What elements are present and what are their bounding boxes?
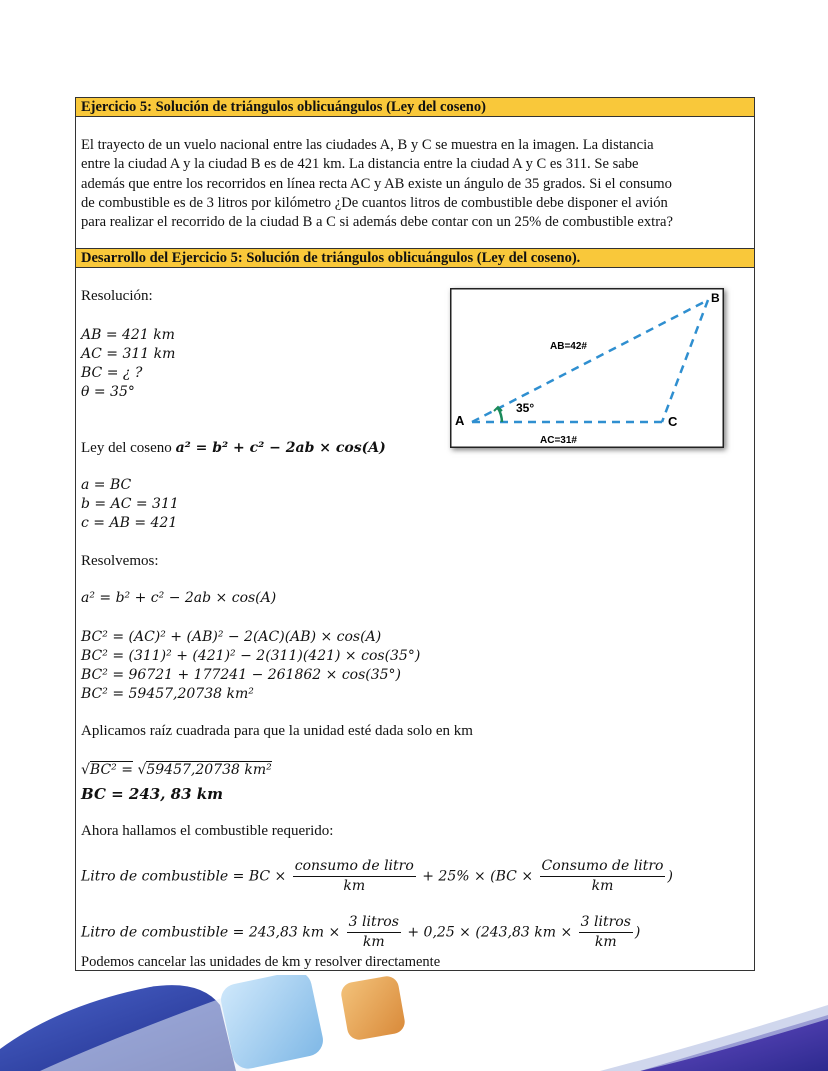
label-a: A: [455, 413, 465, 428]
solve-label: Resolvemos:: [81, 553, 159, 569]
law-line: [81, 440, 386, 457]
eq1-fraction-2: [540, 857, 666, 896]
assignments-list: [81, 476, 179, 533]
fuel-label: Ahora hallamos el combustible requerido:: [81, 823, 334, 839]
fuel-equation-1: [81, 857, 673, 896]
cancel-units-text: Podemos cancelar las unidades de km y resolver directamente: [81, 954, 441, 970]
given-ab: AB = 421 km: [81, 327, 175, 343]
problem-line: El trayecto de un vuelo nacional entre las ciudades A, B y C se muestra en la imagen. La distancia: [81, 137, 654, 153]
result-bc: BC = 243, 83 km: [81, 785, 224, 803]
given-theta: θ = 35°: [81, 384, 135, 400]
label-ab-length: AB=42#: [550, 341, 587, 352]
eq1-mid: + 25% × (BC ×: [422, 868, 534, 885]
eq1-fraction-1: [293, 857, 416, 896]
exercise-header: Ejercicio 5: Solución de triángulos oblicuángulos (Ley del coseno): [75, 97, 755, 117]
eq1-frac1-den: km: [343, 878, 366, 894]
eq1-end: ): [667, 868, 673, 885]
eq2-frac1-den: km: [362, 934, 385, 950]
eq2-lhs: Litro de combustible = 243,83 km ×: [81, 924, 341, 941]
givens-list: [81, 326, 175, 402]
problem-statement: [81, 136, 751, 232]
eq2-end: ): [634, 924, 641, 941]
label-b: B: [711, 291, 720, 305]
problem-line: entre la ciudad A y la ciudad B es de 421 km. La distancia entre la ciudad A y C es 311. Se sabe: [81, 156, 639, 173]
sqrt-symbol: √: [137, 762, 147, 778]
step-2: BC² = (311)² + (421)² − 2(311)(421) × cos(35°): [81, 648, 421, 664]
problem-line: para realizar el recorrido de la ciudad B a C si además debe contar con un 25% de combustible extra?: [81, 214, 674, 231]
eq2-fraction-2: [579, 913, 633, 952]
sqrt-explanation: Aplicamos raíz cuadrada para que la unidad esté dada solo en km: [81, 723, 473, 739]
label-c: C: [668, 414, 678, 429]
eq1-lhs: Litro de combustible = BC ×: [81, 868, 287, 885]
step-3: BC² = 96721 + 177241 − 261862 × cos(35°): [81, 667, 402, 683]
eq2-mid: + 0,25 × (243,83 km ×: [407, 924, 573, 941]
label-angle: 35°: [516, 401, 535, 415]
triangle-diagram: [450, 288, 724, 448]
development-header: Desarrollo del Ejercicio 5: Solución de triángulos oblicuángulos (Ley del coseno).: [75, 248, 755, 268]
fuel-equation-2: [81, 913, 640, 952]
eq2-frac2-den: km: [594, 934, 617, 950]
problem-line: además que entre los recorridos en línea recta AC y AB existe un ángulo de 35 grados. Si el consumo: [81, 175, 672, 192]
eq1-frac2-den: km: [591, 878, 614, 894]
given-bc: BC = ¿ ?: [81, 365, 143, 381]
assignment-b: b = AC = 311: [81, 496, 179, 512]
law-formula: a² = b² + c² − 2ab × cos(A): [175, 440, 386, 456]
sqrt-symbol: √: [81, 762, 90, 778]
deco-orange-tile: [339, 975, 406, 1042]
eq2-fraction-1: [347, 913, 401, 952]
triangle-figure: [450, 288, 724, 448]
steps-list: [81, 628, 420, 704]
eq1-frac1-num: consumo de litro: [293, 857, 416, 877]
label-ac-length: AC=31#: [540, 435, 577, 446]
sqrt-equation: [81, 762, 272, 778]
step-1: BC² = (AC)² + (AB)² − 2(AC)(AB) × cos(A): [81, 629, 382, 645]
law-label: Ley del coseno: [81, 440, 172, 456]
sqrt-rhs: 59457,20738 km²: [146, 762, 272, 778]
given-ac: AC = 311 km: [81, 346, 176, 362]
sqrt-lhs: BC² =: [89, 762, 133, 778]
formula-plain: a² = b² + c² − 2ab × cos(A): [81, 590, 277, 606]
eq2-frac2-num: 3 litros: [579, 913, 633, 933]
resolution-label: Resolución:: [81, 288, 153, 304]
assignment-a: a = BC: [81, 477, 132, 493]
eq2-frac1-num: 3 litros: [347, 913, 401, 933]
footer-decoration: [0, 975, 828, 1071]
problem-line: de combustible es de 3 litros por kilómetro ¿De cuantos litros de combustible debe disponer el avión: [81, 194, 668, 211]
step-4: BC² = 59457,20738 km²: [81, 686, 254, 702]
assignment-c: c = AB = 421: [81, 515, 178, 531]
deco-light-blue-tile: [218, 975, 326, 1071]
eq1-frac2-num: Consumo de litro: [540, 857, 666, 877]
